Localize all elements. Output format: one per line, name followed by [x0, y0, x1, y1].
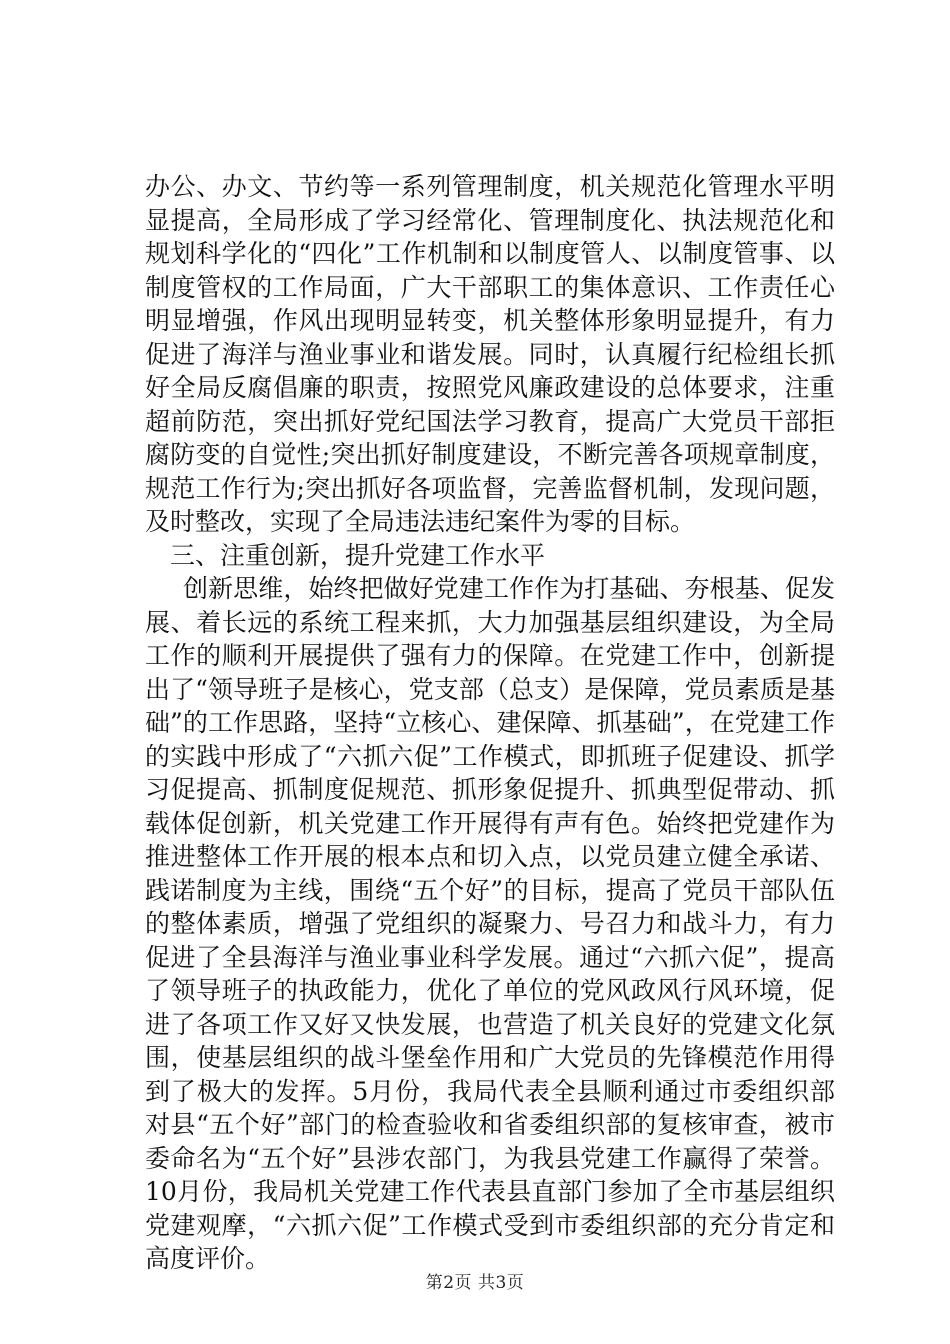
section-heading: 三、注重创新，提升党建工作水平 [170, 540, 546, 570]
paragraph-continuation: 办公、办文、节约等一系列管理制度，机关规范化管理水平明显提高，全局形成了学习经常化、管理制度化、执法规范化和规划科学化的“四化”工作机制和以制度管人、以制度管事、以制度管权的工作局面，广大干部职工的集体意识、工作责任心明显增强，作风出现明显转变，机关整体形象明显提升，有力促进了海洋与渔业事业和谐发展。同时，认真履行纪检组长抓好全局反腐倡廉的职责，按照党风廉政建设的总体要求，注重超前防范，突出抓好党纪国法学习教育，提高广大党员干部拒腐防变的自觉性;突出抓好制度建设，不断完善各项规章制度，规范工作行为;突出抓好各项监督，完善监督机制，发现问题，及时整改，实现了全局违法违纪案件为零的目标。 [145, 172, 835, 536]
page-footer: 第2页 共3页 [425, 1273, 525, 1293]
document-body [145, 170, 835, 1276]
paragraph-body: 创新思维，始终把做好党建工作作为打基础、夯根基、促发展、着长远的系统工程来抓，大力加强基层组织建设，为全局工作的顺利开展提供了强有力的保障。在党建工作中，创新提出了“领导班子是核心，党支部（总支）是保障，党员素质是基础”的工作思路，坚持“立核心、建保障、抓基础”，在党建工作的实践中形成了“六抓六促”工作模式，即抓班子促建设、抓学习促提高、抓制度促规范、抓形象促提升、抓典型促带动、抓载体促创新，机关党建工作开展得有声有色。始终把党建作为推进整体工作开展的根本点和切入点，以党员建立健全承诺、践诺制度为主线，围绕“五个好”的目标，提高了党员干部队伍的整体素质，增强了党组织的凝聚力、号召力和战斗力，有力促进了全县海洋与渔业事业科学发展。通过“六抓六促”，提高了领导班子的执政能力，优化了单位的党风政风行风环境，促进了各项工作又好又快发展，也营造了机关良好的党建文化氛围，使基层组织的战斗堡垒作用和广大党员的先锋模范作用得到了极大的发挥。5月份，我局代表全县顺利通过市委组织部对县“五个好”部门的检查验收和省委组织部的复核审查，被市委命名为“五个好”县涉农部门，为我县党建工作赢得了荣誉。10月份，我局机关党建工作代表县直部门参加了全市基层组织党建观摩，“六抓六促”工作模式受到市委组织部的充分肯定和高度评价。 [145, 574, 835, 1273]
